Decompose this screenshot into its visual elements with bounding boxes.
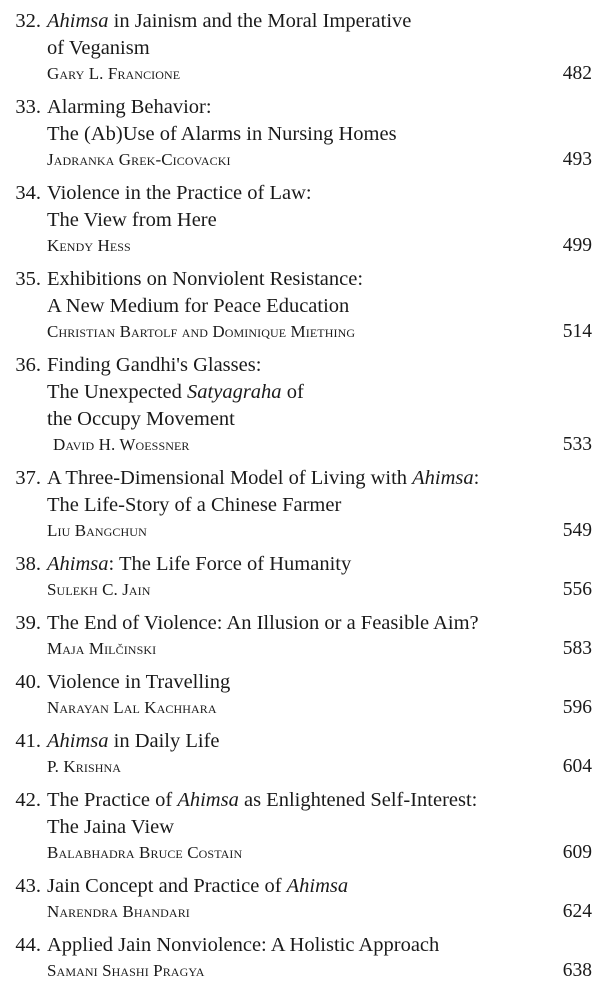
entry-title-text: Alarming Behavior:	[47, 96, 212, 118]
entry-title	[47, 35, 600, 62]
entry-number: 36.	[15, 354, 41, 376]
entry-title	[47, 492, 600, 519]
entry-title-text: The View from Here	[47, 209, 217, 231]
entry-author-row	[0, 960, 600, 982]
entry-title-text: A Three-Dimensional Model of Living with	[47, 467, 413, 489]
entry-title	[47, 787, 600, 814]
entry-author-row	[0, 63, 600, 85]
entry-title-line	[0, 121, 600, 148]
entry-title	[47, 266, 600, 293]
entry-title-line	[0, 352, 600, 379]
entry-indent	[0, 121, 47, 148]
entry-title-text: Violence in the Practice of Law:	[47, 182, 312, 204]
toc-entry	[0, 352, 600, 456]
entry-author: Maja Milčinski	[47, 639, 157, 658]
entry-title	[47, 180, 600, 207]
toc-entry	[0, 787, 600, 864]
entry-author: Kendy Hess	[47, 236, 131, 255]
entry-title-text: Exhibitions on Nonviolent Resistance:	[47, 268, 364, 290]
entry-title-text: The Life-Story of a Chinese Farmer	[47, 494, 342, 516]
toc-entry	[0, 180, 600, 257]
entry-page-number: 533	[562, 434, 592, 455]
entry-title-line	[0, 406, 600, 433]
entry-title-line	[0, 266, 600, 293]
entry-author-row	[0, 235, 600, 257]
entry-title	[47, 406, 600, 433]
toc-entry	[0, 669, 600, 719]
entry-title-text: of Veganism	[47, 37, 150, 59]
entry-title-text: The Practice of	[47, 789, 178, 811]
toc-entry	[0, 728, 600, 778]
entry-title	[47, 207, 600, 234]
entry-author-row	[0, 520, 600, 542]
entry-title	[47, 932, 600, 959]
toc-entry	[0, 94, 600, 171]
entry-title	[47, 94, 600, 121]
entry-title	[47, 728, 600, 755]
entry-title-line	[0, 207, 600, 234]
entry-author-row	[0, 842, 600, 864]
entry-number: 35.	[15, 268, 41, 290]
toc-entry	[0, 873, 600, 923]
entry-title-italic: Ahimsa	[47, 10, 109, 32]
entry-title	[47, 814, 600, 841]
entry-title-text: The (Ab)Use of Alarms in Nursing Homes	[47, 123, 397, 145]
entry-title-line	[0, 379, 600, 406]
entry-title-line	[0, 94, 600, 121]
entry-indent	[0, 492, 47, 519]
entry-title-text: A New Medium for Peace Education	[47, 295, 350, 317]
entry-title-line	[0, 492, 600, 519]
entry-page-number: 583	[562, 638, 592, 659]
entry-author: Narendra Bhandari	[47, 902, 190, 921]
entry-title-text: of	[281, 381, 304, 403]
entry-title	[47, 379, 600, 406]
toc-entry	[0, 8, 600, 85]
entry-author: Gary L. Francione	[47, 64, 181, 83]
entry-title-line	[0, 465, 600, 492]
entry-number: 39.	[15, 612, 41, 634]
entry-title	[47, 293, 600, 320]
entry-title	[47, 8, 600, 35]
entry-number: 37.	[15, 467, 41, 489]
entry-indent	[0, 207, 47, 234]
entry-number: 42.	[15, 789, 41, 811]
toc-entry	[0, 932, 600, 982]
entry-author-row	[0, 756, 600, 778]
entry-page-number: 482	[562, 63, 592, 84]
entry-title-line	[0, 932, 600, 959]
entry-page-number: 556	[562, 579, 592, 600]
entry-page-number: 596	[562, 697, 592, 718]
entry-title-text: the Occupy Movement	[47, 408, 235, 430]
entry-author-row	[0, 321, 600, 343]
entry-title-line	[0, 873, 600, 900]
entry-title-line	[0, 180, 600, 207]
entry-author-row	[0, 434, 600, 456]
entry-title	[47, 610, 600, 637]
toc-entry	[0, 610, 600, 660]
entry-title-italic: Ahimsa	[47, 730, 109, 752]
entry-indent	[0, 814, 47, 841]
entry-author: Jadranka Grek-Cicovacki	[47, 150, 231, 169]
entry-page-number: 609	[562, 842, 592, 863]
entry-title-line	[0, 814, 600, 841]
entry-title	[47, 551, 600, 578]
entry-author-row	[0, 149, 600, 171]
entry-title-text: in Daily Life	[108, 730, 220, 752]
entry-title-text: Finding Gandhi's Glasses:	[47, 354, 262, 376]
entry-title-italic: Ahimsa	[47, 553, 109, 575]
entry-title-line	[0, 787, 600, 814]
entry-author: Narayan Lal Kachhara	[47, 698, 217, 717]
entry-author: David H. Woessner	[53, 435, 190, 454]
entry-indent	[0, 293, 47, 320]
entry-title-text: as Enlightened Self-Interest:	[238, 789, 478, 811]
entry-indent	[0, 35, 47, 62]
entry-title-line	[0, 669, 600, 696]
entry-author: Christian Bartolf and Dominique Miething	[47, 322, 356, 341]
entry-number: 40.	[15, 671, 41, 693]
entry-title-line	[0, 610, 600, 637]
entry-author-row	[0, 579, 600, 601]
entry-title	[47, 352, 600, 379]
entry-title-text: in Jainism and the Moral Imperative	[108, 10, 412, 32]
entry-number: 43.	[15, 875, 41, 897]
entry-title-text: The Jaina View	[47, 816, 175, 838]
entry-page-number: 499	[562, 235, 592, 256]
entry-title-text: Applied Jain Nonviolence: A Holistic Approach	[47, 934, 440, 956]
entry-title-text: The Unexpected	[47, 381, 188, 403]
entry-title	[47, 873, 600, 900]
entry-page-number: 514	[562, 321, 592, 342]
entry-page-number: 638	[562, 960, 592, 981]
toc-entry	[0, 551, 600, 601]
toc-entry	[0, 266, 600, 343]
table-of-contents	[0, 8, 600, 991]
entry-title-line	[0, 551, 600, 578]
entry-author: Samani Shashi Pragya	[47, 961, 205, 980]
entry-author: P. Krishna	[47, 757, 122, 776]
entry-title	[47, 669, 600, 696]
entry-title-text: Jain Concept and Practice of	[47, 875, 287, 897]
entry-title	[47, 121, 600, 148]
entry-title-text: :	[473, 467, 480, 489]
entry-number: 34.	[15, 182, 41, 204]
entry-title-line	[0, 8, 600, 35]
entry-number: 41.	[15, 730, 41, 752]
entry-number: 32.	[15, 10, 41, 32]
entry-number: 38.	[15, 553, 41, 575]
entry-title-line	[0, 728, 600, 755]
entry-title-text: The End of Violence: An Illusion or a Feasible Aim?	[47, 612, 479, 634]
entry-title-line	[0, 35, 600, 62]
entry-number: 44.	[15, 934, 41, 956]
entry-author-row	[0, 638, 600, 660]
entry-title-italic: Ahimsa	[286, 875, 349, 897]
entry-page-number: 604	[562, 756, 592, 777]
entry-number: 33.	[15, 96, 41, 118]
entry-author-row	[0, 901, 600, 923]
entry-author-row	[0, 697, 600, 719]
entry-title-italic: Satyagraha	[187, 381, 282, 403]
entry-title-line	[0, 293, 600, 320]
entry-indent	[0, 406, 47, 433]
entry-page-number: 624	[562, 901, 592, 922]
entry-title-italic: Ahimsa	[412, 467, 474, 489]
entry-page-number: 549	[562, 520, 592, 541]
entry-author: Balabhadra Bruce Costain	[47, 843, 243, 862]
entry-title	[47, 465, 600, 492]
entry-indent	[0, 379, 47, 406]
entry-title-text: : The Life Force of Humanity	[108, 553, 352, 575]
entry-author: Sulekh C. Jain	[47, 580, 151, 599]
toc-entry	[0, 465, 600, 542]
entry-title-text: Violence in Travelling	[47, 671, 231, 693]
entry-title-italic: Ahimsa	[177, 789, 239, 811]
entry-author: Liu Bangchun	[47, 521, 147, 540]
entry-page-number: 493	[562, 149, 592, 170]
